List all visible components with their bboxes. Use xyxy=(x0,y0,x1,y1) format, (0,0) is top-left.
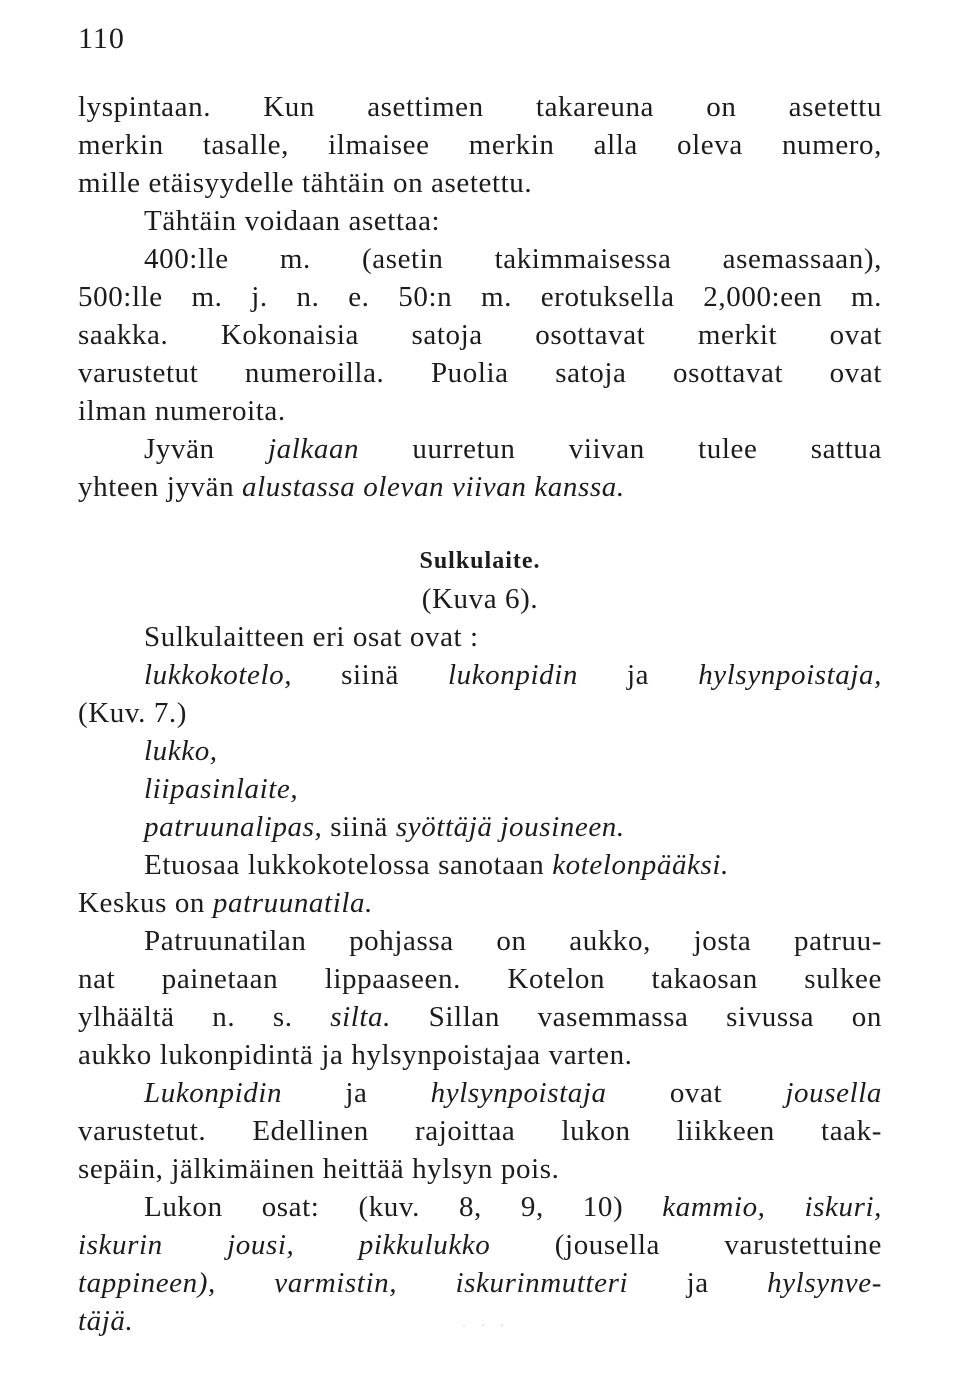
p2-line-2: 400:lle m. (asetin takimmaisessa asemassaan), xyxy=(144,243,882,275)
section-heading: Sulkulaite. xyxy=(419,548,541,574)
p7-line-3 xyxy=(78,1264,882,1302)
page-body xyxy=(78,88,882,1340)
p7-line-1-a: Lukon osat: (kuv. 8, 9, 10) xyxy=(144,1191,663,1223)
parts-item-3: liipasinlaite, xyxy=(144,773,299,805)
p7-line-1-b: kammio, iskuri, xyxy=(662,1191,883,1223)
print-smudge: · · · xyxy=(462,1318,510,1332)
p6-line-1-a: Lukonpidin xyxy=(144,1077,283,1109)
p2-line-6: ilman numeroita. xyxy=(78,395,286,427)
p5-line-4: aukko lukonpidintä ja hylsynpoistajaa varten. xyxy=(78,1039,633,1071)
p4-line-1 xyxy=(78,846,882,884)
parts-item-4-b: siinä xyxy=(322,811,396,843)
p3-line-1-b: jalkaan xyxy=(267,433,360,465)
p1-line-1: lyspintaan. Kun asettimen takareuna on asetettu xyxy=(78,91,882,123)
parts-item-1 xyxy=(78,656,882,694)
p7-line-2-a: iskurin jousi, pikkulukko xyxy=(78,1229,491,1261)
p6-line-1-d: ovat xyxy=(606,1077,786,1109)
p4-line-1-b: kotelonpääksi. xyxy=(552,849,729,881)
parts-item-1-e: hylsynpoistaja, xyxy=(698,659,882,691)
p5-line-3 xyxy=(78,998,882,1036)
p3-line-1-a: Jyvän xyxy=(144,433,268,465)
parts-item-4-c: syöttäjä jousineen. xyxy=(395,811,625,843)
p5-line-3-a: ylhäältä n. s. xyxy=(78,1001,331,1033)
parts-item-4-a: patruunalipas, xyxy=(144,811,323,843)
p2-line-4: saakka. Kokonaisia satoja osottavat merkit ovat xyxy=(78,319,882,351)
p7-line-4: täjä. xyxy=(78,1305,134,1337)
section-subheading: (Kuva 6). xyxy=(421,583,539,615)
parts-item-4 xyxy=(78,808,882,846)
p3-line-2-b: alustassa olevan viivan kanssa. xyxy=(242,471,625,503)
p5-line-2: nat painetaan lippaaseen. Kotelon takaosan sulkee xyxy=(78,963,882,995)
p6-line-3: sepäin, jälkimäinen heittää hylsyn pois. xyxy=(78,1153,560,1185)
parts-item-1-ref: (Kuv. 7.) xyxy=(78,697,188,729)
p5-line-1: Patruunatilan pohjassa on aukko, josta patruu- xyxy=(144,925,882,957)
parts-intro: Sulkulaitteen eri osat ovat : xyxy=(144,621,479,653)
p4-line-2 xyxy=(78,884,882,922)
p3-line-2-a: yhteen jyvän xyxy=(78,471,243,503)
p7-line-3-c: hylsynve- xyxy=(767,1267,882,1299)
p1-line-3: mille etäisyydelle tähtäin on asetettu. xyxy=(78,167,533,199)
p6-line-1 xyxy=(78,1074,882,1112)
p7-line-2-b: (jousella varustettuine xyxy=(490,1229,883,1261)
p4-line-2-a: Keskus on xyxy=(78,887,213,919)
p2-line-5: varustetut numeroilla. Puolia satoja osottavat ovat xyxy=(78,357,882,389)
p3-line-2 xyxy=(78,468,882,506)
p7-line-3-a: tappineen), varmistin, iskurinmutteri xyxy=(78,1267,629,1299)
p5-line-3-b: silta. xyxy=(330,1001,392,1033)
parts-item-1-d: ja xyxy=(578,659,699,691)
p3-line-1-c: uurretun viivan tulee sattua xyxy=(359,433,882,465)
p7-line-2 xyxy=(78,1226,882,1264)
p2-line-3: 500:lle m. j. n. e. 50:n m. erotuksella 2,000:een m. xyxy=(78,281,882,313)
p6-line-2: varustetut. Edellinen rajoittaa lukon liikkeen taak- xyxy=(78,1115,882,1147)
page-number: 110 xyxy=(78,22,125,55)
parts-item-1-c: lukonpidin xyxy=(447,659,578,691)
parts-item-1-a: lukkokotelo, xyxy=(144,659,293,691)
p2-line-1: Tähtäin voidaan asettaa: xyxy=(144,205,441,237)
parts-item-2: lukko, xyxy=(144,735,218,767)
parts-item-1-b: siinä xyxy=(292,659,448,691)
p4-line-1-a: Etuosaa lukkokotelossa sanotaan xyxy=(144,849,553,881)
p3-line-1 xyxy=(78,430,882,468)
p6-line-1-e: jousella xyxy=(785,1077,882,1109)
section-gap xyxy=(78,506,882,542)
p4-line-2-b: patruunatila. xyxy=(212,887,373,919)
p6-line-1-b: ja xyxy=(282,1077,431,1109)
p7-line-3-b: ja xyxy=(628,1267,768,1299)
p7-line-1 xyxy=(78,1188,882,1226)
p1-line-2: merkin tasalle, ilmaisee merkin alla oleva numero, xyxy=(78,129,882,161)
p6-line-1-c: hylsynpoistaja xyxy=(430,1077,607,1109)
p5-line-3-c: Sillan vasemmassa sivussa on xyxy=(391,1001,882,1033)
